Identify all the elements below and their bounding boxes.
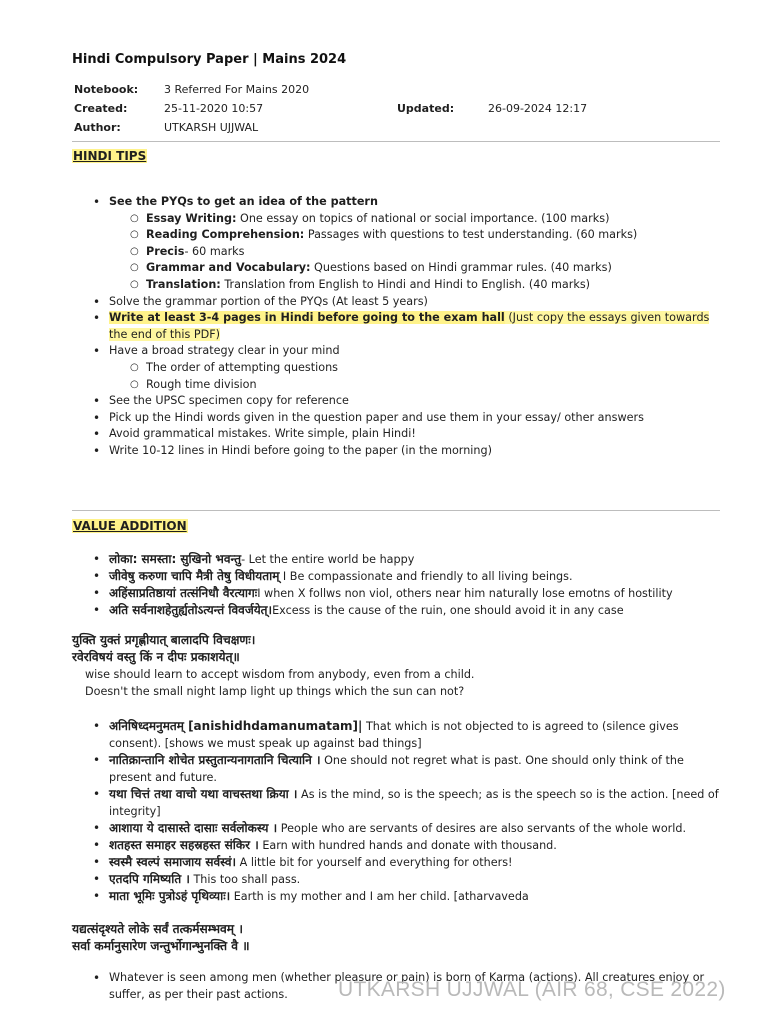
updated-value: 26-09-2024 12:17 [488,102,588,115]
tip-text: Pick up the Hindi words given in the question paper and use them in your essay/ other answers [109,410,644,424]
list-item [72,244,722,261]
page-title: Hindi Compulsory Paper | Mains 2024 [72,52,347,67]
pattern-text: Passages with questions to test understanding. (60 marks) [304,228,638,242]
tip-text: Avoid grammatical mistakes. Write simple, plain Hindi! [109,427,416,441]
list-item [72,786,722,820]
quote-meaning: One should not regret what is past. One should only think of the present and future. [109,754,684,784]
quote-meaning: Earn with hundred hands and donate with thousand. [258,839,557,852]
quote-meaning: I Be compassionate and friendly to all living beings. [279,570,573,583]
tip-text: Have a broad strategy clear in your mind [109,344,340,358]
verse-line: रवेरविषयं वस्तु किं न दीपः प्रकाशयेत्॥ [72,650,240,664]
pattern-label: Precis [146,244,185,258]
value-addition-heading: VALUE ADDITION [73,519,187,533]
pattern-label: Grammar and Vocabulary: [146,261,311,275]
hindi-quote: स्वस्मै स्वल्पं समाजाय सर्वस्वं। [109,855,237,869]
section-divider [72,510,720,511]
list-item [72,343,722,360]
quote-meaning: A little bit for yourself and everything for others! [236,856,513,869]
list-item [72,426,722,443]
translation-line: Doesn't the small night lamp light up things which the sun can not? [85,685,465,698]
list-item [72,837,722,854]
pattern-label: Translation: [146,277,221,291]
verse-line: सर्वा कर्मानुसारेण जन्तुर्भोगान्भुनक्ति वै ॥ [72,939,250,953]
hindi-quote: शतहस्त समाहर सहस्रहस्त संकिर । [109,838,259,852]
quote-meaning: People who are servants of desires are also servants of the whole world. [277,822,687,835]
list-item [72,718,722,752]
list-item [72,310,722,343]
list-item [72,585,722,602]
pattern-label: Reading Comprehension: [146,228,305,242]
quote-meaning: That which is not objected to is agreed to (silence gives consent). [shows we must speak up against bad things] [109,720,679,750]
hindi-quote: नातिक्रान्तानि शोचेत प्रस्तुतान्यनागतानि चित्यानि । [109,753,321,767]
highlighted-tip-note: (Just copy the essays given towards the end of this PDF) [109,311,710,341]
highlighted-tip: Write at least 3-4 pages in Hindi before going to the exam hall [109,311,505,325]
list-item [72,820,722,837]
created-label: Created: [74,102,128,115]
verse-translation [85,666,475,700]
quote-meaning: Excess is the cause of the ruin, one should avoid it in any case [272,604,624,617]
author-label: Author: [74,121,121,134]
list-item [72,377,722,394]
quote-meaning: This too shall pass. [189,873,301,886]
hindi-quote: अति सर्वनाशहेतुर्ह्यतोऽत्यन्तं विवर्जयेत्। [109,603,273,617]
tip-text: The order of attempting questions [146,360,339,374]
created-value: 25-11-2020 10:57 [164,102,264,115]
list-item [72,211,722,228]
list-item [72,227,722,244]
karma-text: Whatever is seen among men (whether pleasure or pain) is born of Karma (actions). All creatures enjoy or suffer, as per their past actions. [109,971,705,1001]
pattern-text: Translation from English to Hindi and Hindi to English. (40 marks) [220,277,591,291]
hindi-quote: आशाया ये दासास्ते दासाः सर्वलोकस्य । [109,821,278,835]
list-item [72,260,722,277]
sanskrit-verse [72,632,255,666]
sanskrit-verse [72,921,250,955]
pattern-text: Questions based on Hindi grammar rules. (40 marks) [310,261,612,275]
metadata-divider [72,141,720,142]
list-item [72,410,722,427]
pattern-label: Essay Writing: [146,211,237,225]
list-item [72,602,722,619]
hindi-quote: लोका: समस्ता: सुखिनो भवन्तु [109,552,242,566]
list-item [72,360,722,377]
quotes-list-1 [72,551,722,619]
hindi-quote: अहिंसाप्रतिष्ठायां तत्संनिधौ वैरत्यागः [109,586,258,600]
hindi-quote: माता भूमिः पुत्रोऽहं पृथिव्याः। [109,889,231,903]
quote-meaning: Earth is my mother and I am her child. [atharvaveda [230,890,529,903]
verse-line: युक्ति युक्तं प्रगृह्णीयात् बालादपि विचक्षणः। [72,633,256,647]
list-item [72,568,722,585]
tip-text: Rough time division [146,377,257,391]
quote-meaning: I when X follws non viol, others near him naturally lose emotns of hostility [257,587,673,600]
list-item [72,294,722,311]
pattern-text: One essay on topics of national or social importance. (100 marks) [236,211,610,225]
hindi-tips-heading: HINDI TIPS [73,149,147,163]
translation-line: wise should learn to accept wisdom from anybody, even from a child. [85,668,475,681]
hindi-quote: यथा चित्तं तथा वाचो यथा वाचस्तथा क्रिया । [109,787,298,801]
list-item [72,888,722,905]
list-item [72,551,722,568]
quote-meaning: - Let the entire world be happy [241,553,415,566]
list-item [72,854,722,871]
hindi-tips-list [72,194,722,460]
updated-label: Updated: [397,102,455,115]
notebook-value: 3 Referred For Mains 2020 [164,83,310,96]
pattern-text: - 60 marks [184,244,245,258]
verse-line: यद्यत्संदृश्यते लोके सर्वं तत्कर्मसम्भवम् । [72,922,243,936]
notebook-label: Notebook: [74,83,139,96]
hindi-quote: जीवेषु करुणा चापि मैत्री तेषु विधीयताम् [109,569,280,583]
list-item [72,277,722,294]
list-item [72,393,722,410]
list-item [72,752,722,786]
list-item [72,194,722,211]
tip-text: Write 10-12 lines in Hindi before going to the paper (in the morning) [109,443,492,457]
tip-text: Solve the grammar portion of the PYQs (At least 5 years) [109,294,428,308]
tip-text: See the UPSC specimen copy for reference [109,394,349,408]
note-metadata [72,83,720,140]
author-value: UTKARSH UJJWAL [164,121,259,134]
pyq-lead: See the PYQs to get an idea of the pattern [109,195,378,208]
watermark: UTKARSH UJJWAL (AIR 68, CSE 2022) [338,978,726,1001]
quote-meaning: As is the mind, so is the speech; as is the speech so is the action. [need of integrity] [109,788,719,818]
quotes-list-2 [72,718,722,905]
list-item [72,871,722,888]
hindi-quote: एतदपि गमिष्यति । [109,872,190,886]
hindi-quote: अनिषिध्दमनुमतम् [anishidhdamanumatam]| [109,719,363,733]
list-item [72,443,722,460]
